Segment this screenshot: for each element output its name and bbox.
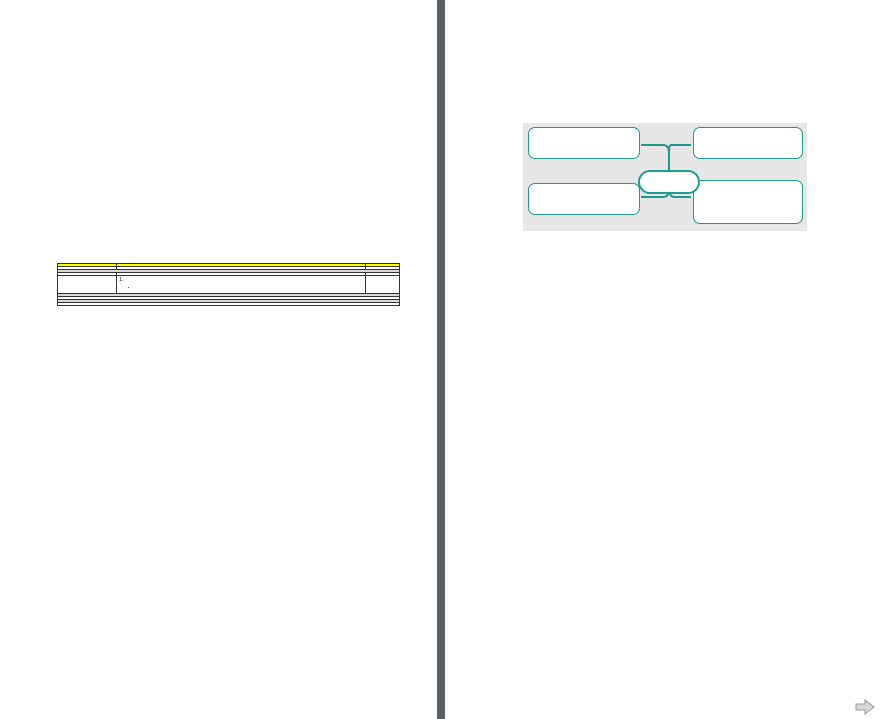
mind-map-card-top-left [528, 127, 640, 159]
table-row [58, 276, 400, 294]
penutup-time [366, 276, 400, 294]
penutup-label [58, 276, 117, 294]
penutup-bullet [137, 284, 363, 291]
mind-map-card-top-right [693, 127, 803, 159]
mind-map-card-bottom-right [693, 180, 803, 224]
item2-block [518, 543, 530, 551]
penutup-item: 1. [119, 277, 128, 283]
rpp-page [0, 0, 437, 719]
item1-block [518, 76, 530, 84]
mind-map-card-bottom-left [528, 183, 640, 215]
page-divider [437, 0, 445, 719]
lampiran-page [445, 0, 881, 719]
mind-map-center [638, 170, 700, 194]
kegiatan-table [57, 263, 400, 306]
penutup-desc [117, 276, 366, 294]
mind-map [523, 123, 807, 231]
asesmen-text [58, 302, 400, 305]
next-arrow-icon[interactable] [855, 699, 875, 715]
